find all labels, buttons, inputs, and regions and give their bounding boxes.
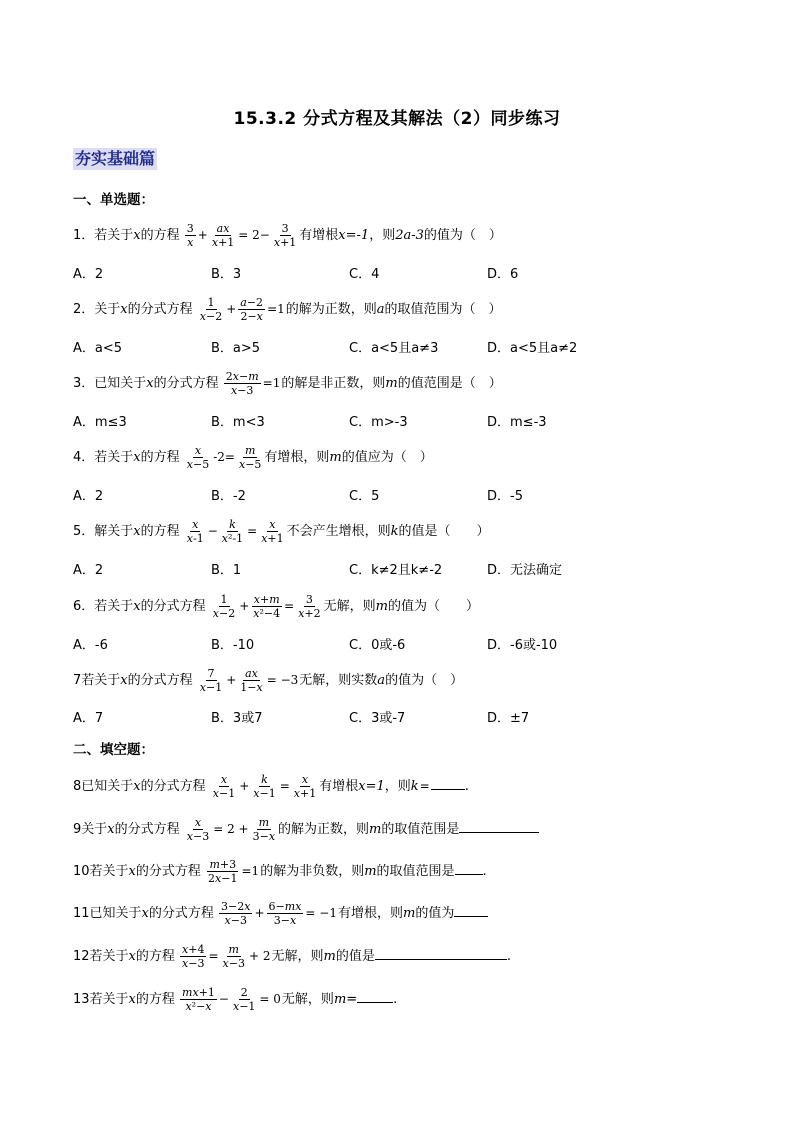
question-1-options <box>73 263 673 283</box>
answer-blank-10[interactable] <box>455 862 483 875</box>
question-7: 7若关于x的分式方程 $\frac{7}{x-1}$ + $\frac{ax}{1-x}$ = −3无解，则实数a的值为（ ） <box>73 667 464 694</box>
question-3: 3．已知关于x的分式方程 $\frac{2x-m}{x-3}$ =1的解是非正数，则m的值范围是（ ） <box>73 370 502 397</box>
option-a[interactable]: A．7 <box>73 711 104 726</box>
option-b[interactable]: B．m<3 <box>211 415 265 430</box>
option-a[interactable]: A．-6 <box>73 638 108 653</box>
question-4: 4．若关于x的方程 $\frac{x}{x-5}$ -2= $\frac{m}{x-5}$ 有增根，则m的值应为（ ） <box>73 444 433 471</box>
option-a[interactable]: A．m≤3 <box>73 415 127 430</box>
question-11: 11已知关于x的分式方程 $\frac{3-2x}{x-3}$ + $\frac{6-mx}{3-x}$ = −1有增根，则m的值为 <box>73 900 488 927</box>
answer-blank-12[interactable] <box>375 947 507 960</box>
option-c[interactable]: C．0或-6 <box>349 638 406 653</box>
option-d[interactable]: D．m≤-3 <box>487 415 547 430</box>
option-b[interactable]: B．a>5 <box>211 341 261 356</box>
question-10: 10若关于x的分式方程 $\frac{m+3}{2x-1}$ =1的解为非负数，则m的取值范围是 . <box>73 858 487 885</box>
question-3-options <box>73 411 673 431</box>
section-tag: 夯实基础篇 <box>75 149 156 168</box>
option-c[interactable]: C．a<5且a≠3 <box>349 341 439 356</box>
option-a[interactable]: A．2 <box>73 563 104 578</box>
answer-blank-9[interactable] <box>459 820 539 833</box>
option-c[interactable]: C．5 <box>349 489 380 504</box>
answer-blank-13[interactable] <box>357 990 393 1003</box>
option-d[interactable]: D．无法确定 <box>487 563 563 578</box>
option-d[interactable]: D．6 <box>487 267 519 282</box>
question-7-options <box>73 707 673 727</box>
option-b[interactable]: B．1 <box>211 563 242 578</box>
question-2-options <box>73 337 673 357</box>
option-a[interactable]: A．2 <box>73 267 104 282</box>
answer-blank-8[interactable] <box>431 777 465 790</box>
option-b[interactable]: B．3或7 <box>211 711 263 726</box>
question-2: 2．关于x的分式方程 $\frac{1}{x-2}$ + $\frac{a-2}{2-x}$ =1的解为正数，则a的取值范围为（ ） <box>73 296 502 323</box>
option-d[interactable]: D．-6或-10 <box>487 638 558 653</box>
question-6-options <box>73 634 673 654</box>
option-c[interactable]: C．k≠2且k≠-2 <box>349 563 443 578</box>
option-a[interactable]: A．a<5 <box>73 341 123 356</box>
option-a[interactable]: A．2 <box>73 489 104 504</box>
option-c[interactable]: C．m>-3 <box>349 415 408 430</box>
answer-blank-11[interactable] <box>454 904 488 917</box>
question-12: 12若关于x的方程 $\frac{x+4}{x-3}$ = $\frac{m}{x-3}$ + 2无解，则m的值是 . <box>73 943 511 970</box>
part-fill-blank-heading: 二、填空题： <box>73 742 154 758</box>
question-13: 13若关于x的方程 $\frac{mx+1}{\text{x²−x}}$ − $\frac{2}{x-1}$ = 0无解，则m= . <box>73 986 398 1013</box>
option-d[interactable]: D．a<5且a≠2 <box>487 341 578 356</box>
question-5-options <box>73 559 673 579</box>
option-c[interactable]: C．3或-7 <box>349 711 406 726</box>
question-6: 6．若关于x的分式方程 $\frac{1}{x-2}$ + $\frac{x+m}{\text{x²−4}}$ = $\frac{3}{x+2}$ 无解，则m的值为（ ） <box>73 593 479 620</box>
option-c[interactable]: C．4 <box>349 267 380 282</box>
option-b[interactable]: B．-10 <box>211 638 255 653</box>
question-1: 1．若关于x的方程 $\frac{3}{x}$ + $\frac{ax}{x+1}$ = 2− $\frac{3}{x+1}$ 有增根x=-1，则2a-3的值为（ ） <box>73 222 502 249</box>
question-4-options <box>73 485 673 505</box>
option-d[interactable]: D．±7 <box>487 711 530 726</box>
option-b[interactable]: B．3 <box>211 267 242 282</box>
question-8: 8已知关于x的分式方程 $\frac{x}{x-1}$ + $\frac{k}{x-1}$ = $\frac{x}{x+1}$ 有增根x=1，则k= . <box>73 773 469 800</box>
option-b[interactable]: B．-2 <box>211 489 246 504</box>
option-d[interactable]: D．-5 <box>487 489 523 504</box>
part-single-choice-heading: 一、单选题： <box>73 192 154 208</box>
page-title: 15.3.2 分式方程及其解法（2）同步练习 <box>233 109 561 129</box>
question-5: 5．解关于x的方程 $\frac{x}{x-1}$ − $\frac{k}{\text{x²-1}}$ = $\frac{x}{x+1}$ 不会产生增根，则k的值是（ ） <box>73 518 490 545</box>
question-9: 9关于x的分式方程 $\frac{x}{x-3}$ = 2 + $\frac{m}{3-x}$ 的解为正数，则m的取值范围是 <box>73 816 539 843</box>
